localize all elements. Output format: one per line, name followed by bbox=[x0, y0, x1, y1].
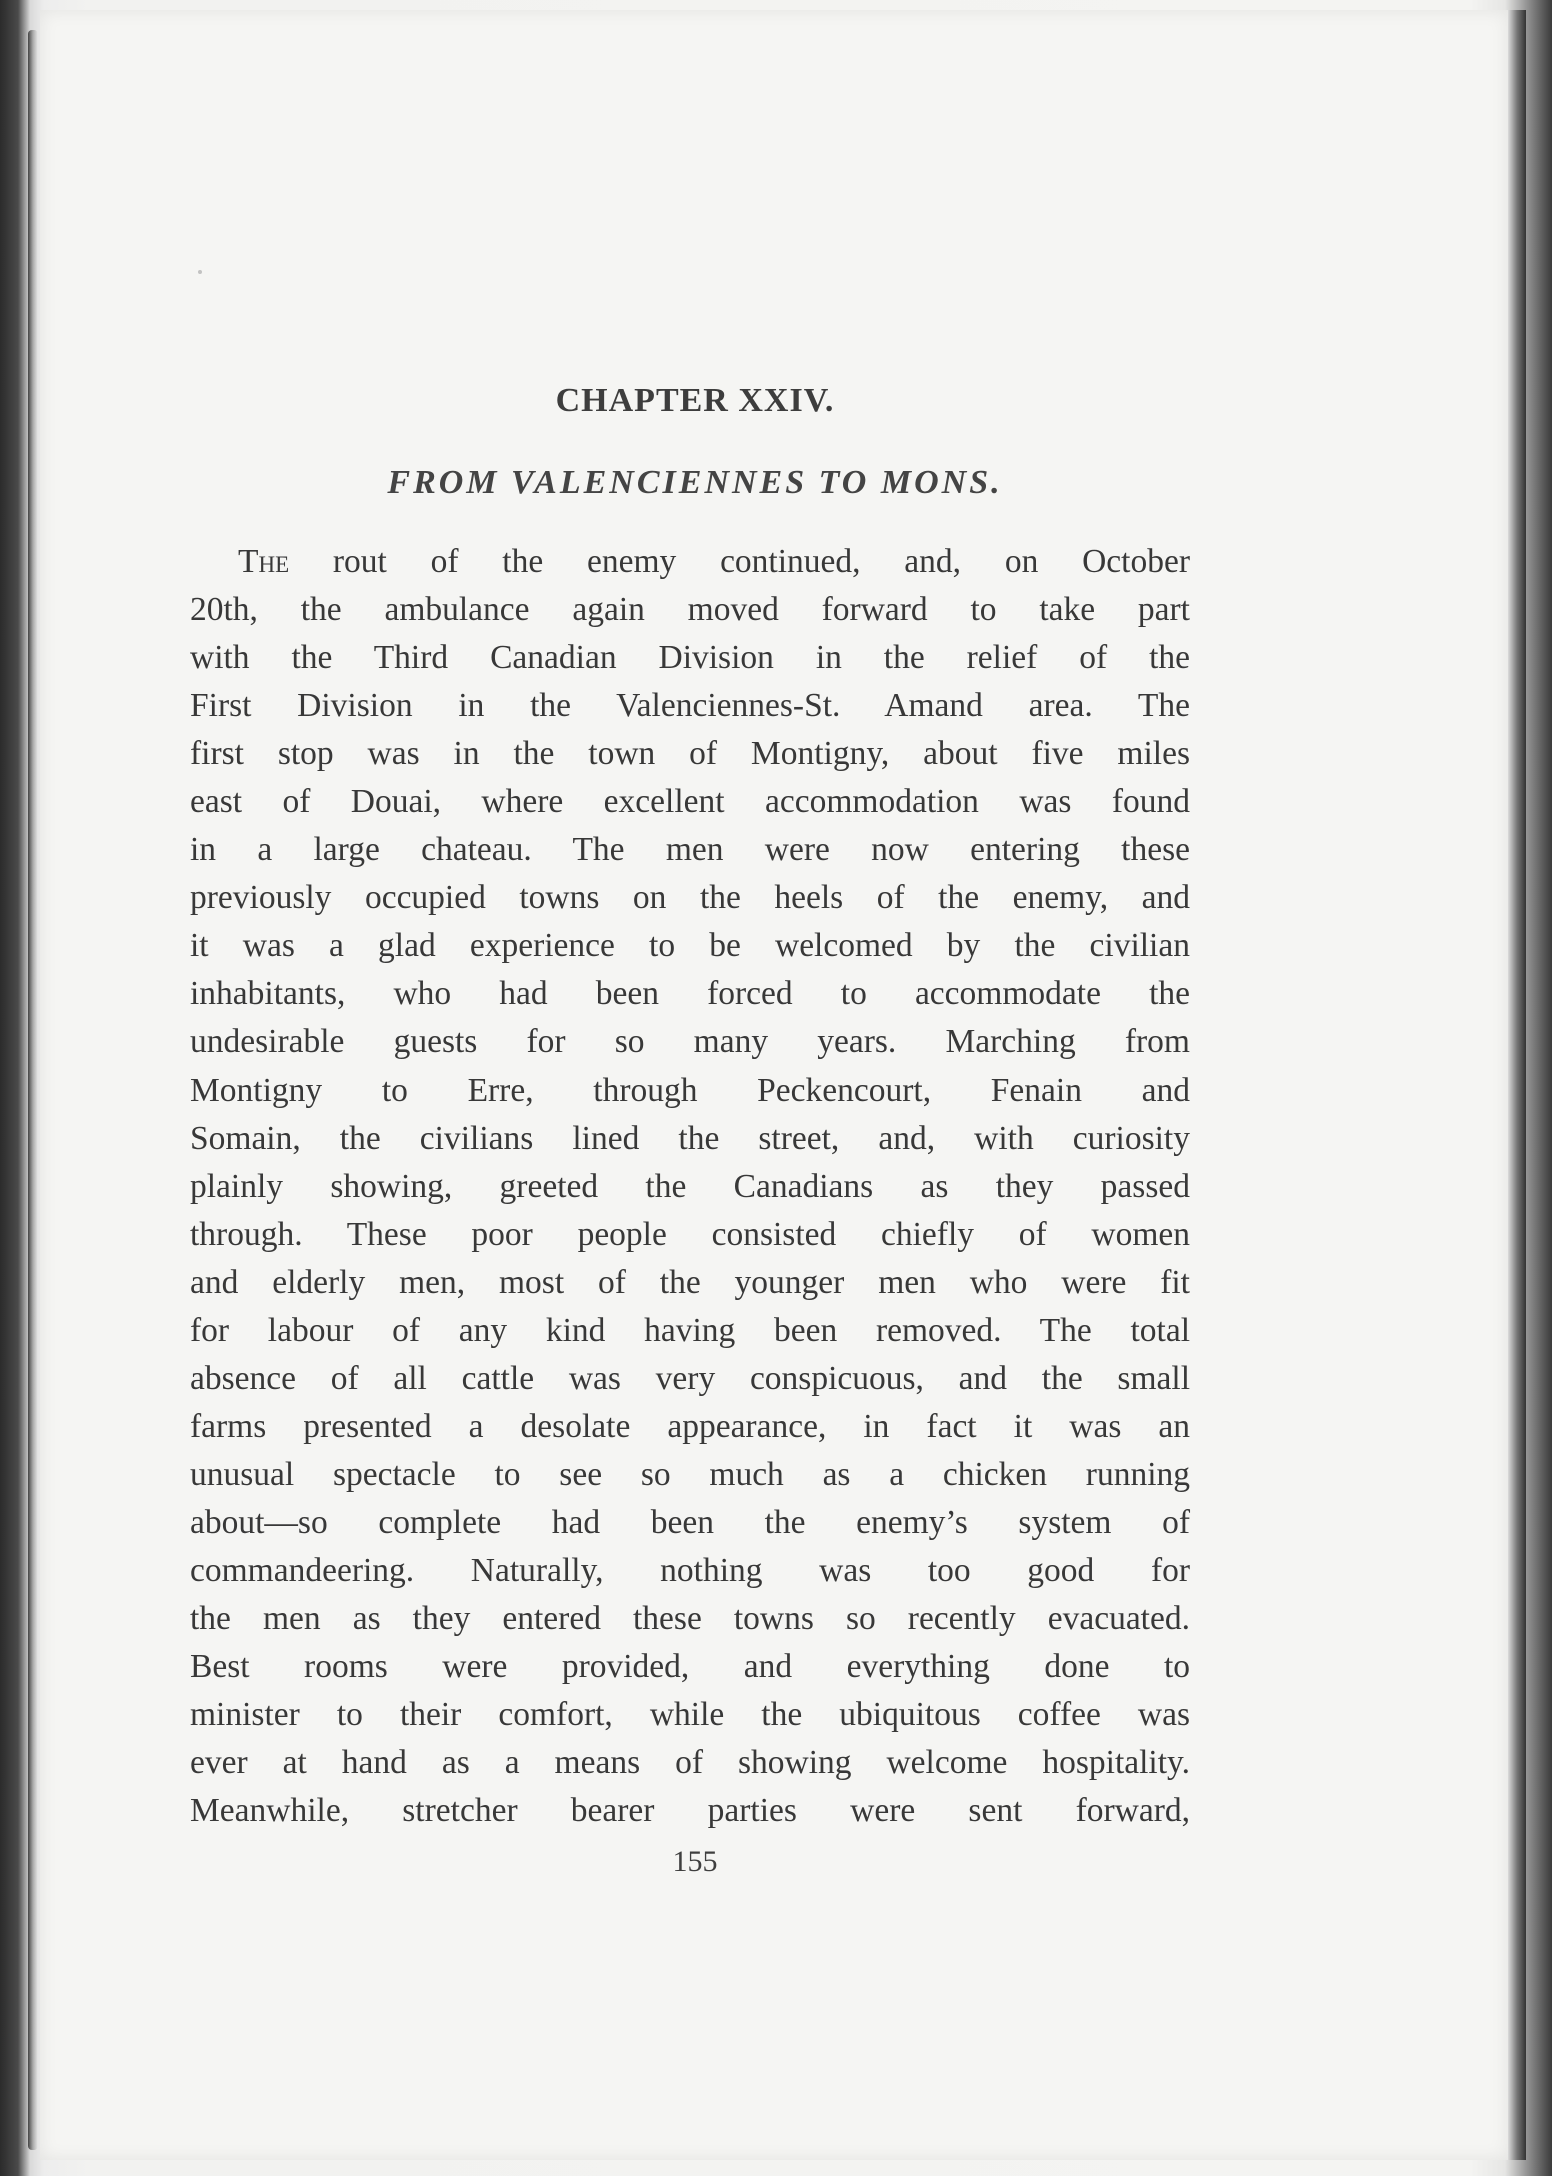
text-line-6: east of Douai, where excellent accommodation was found bbox=[190, 783, 1190, 821]
text-line-21: about—so complete had been the enemy’s system of bbox=[190, 1503, 1190, 1541]
text-line-4: First Division in the Valenciennes-St. Amand area. The bbox=[190, 687, 1190, 725]
text-line-7: in a large chateau. The men were now entering these bbox=[190, 831, 1190, 869]
text-line-15: through. These poor people consisted chiefly of women bbox=[190, 1215, 1190, 1253]
text-line-13: Somain, the civilians lined the street, and, with curiosity bbox=[190, 1119, 1190, 1157]
text-line-18: absence of all cattle was very conspicuous, and the small bbox=[190, 1359, 1190, 1397]
text-line-26: ever at hand as a means of showing welcome hospitality. bbox=[190, 1744, 1190, 1782]
text-line-12: Montigny to Erre, through Peckencourt, Fenain and bbox=[190, 1071, 1190, 1109]
text-line-1-rest: rout of the enemy continued, and, on October bbox=[289, 543, 1190, 580]
chapter-title: CHAPTER XXIV. bbox=[555, 382, 835, 419]
text-line-3: with the Third Canadian Division in the relief of the bbox=[190, 639, 1190, 677]
scan-speck bbox=[198, 270, 202, 274]
text-line-1 bbox=[190, 538, 1190, 586]
text-line-17: for labour of any kind having been removed. The total bbox=[190, 1311, 1190, 1349]
page-number: 155 bbox=[672, 1845, 718, 1878]
text-line-19: farms presented a desolate appearance, in fact it was an bbox=[190, 1407, 1190, 1445]
text-line-14: plainly showing, greeted the Canadians as they passed bbox=[190, 1167, 1190, 1205]
drop-first-word: The bbox=[238, 543, 290, 580]
text-line-16: and elderly men, most of the younger men who were fit bbox=[190, 1263, 1190, 1301]
text-line-5: first stop was in the town of Montigny, about five miles bbox=[190, 735, 1190, 773]
text-line-27: Meanwhile, stretcher bearer parties were sent forward, bbox=[190, 1792, 1190, 1830]
text-line-22: commandeering. Naturally, nothing was too good for bbox=[190, 1551, 1190, 1589]
text-line-23: the men as they entered these towns so recently evacuated. bbox=[190, 1600, 1190, 1638]
body-paragraph bbox=[190, 538, 1190, 1835]
text-line-24: Best rooms were provided, and everything done to bbox=[190, 1648, 1190, 1686]
scan-speck bbox=[1520, 1680, 1523, 1692]
text-line-25: minister to their comfort, while the ubiquitous coffee was bbox=[190, 1696, 1190, 1734]
text-line-2: 20th, the ambulance again moved forward to take part bbox=[190, 591, 1190, 629]
text-line-20: unusual spectacle to see so much as a chicken running bbox=[190, 1455, 1190, 1493]
chapter-subtitle: FROM VALENCIENNES TO MONS. bbox=[387, 464, 1003, 501]
book-page bbox=[40, 10, 1508, 2160]
text-line-10: inhabitants, who had been forced to accommodate the bbox=[190, 975, 1190, 1013]
text-line-9: it was a glad experience to be welcomed by the civilian bbox=[190, 927, 1190, 965]
text-line-11: undesirable guests for so many years. Marching from bbox=[190, 1023, 1190, 1061]
text-line-8: previously occupied towns on the heels of the enemy, and bbox=[190, 879, 1190, 917]
